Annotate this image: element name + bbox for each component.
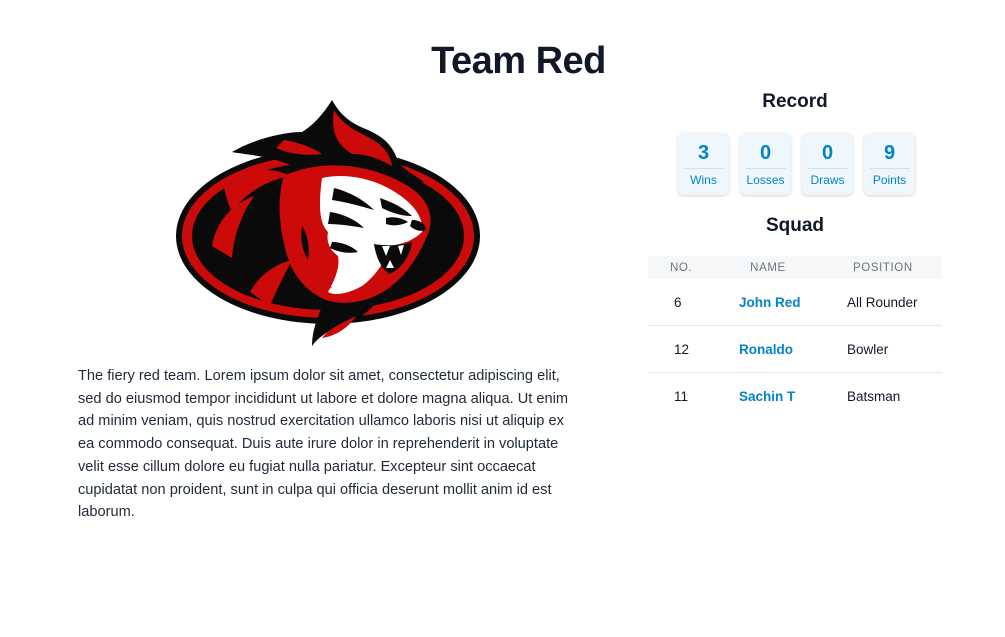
player-number: 6 xyxy=(648,279,718,326)
player-link[interactable]: Sachin T xyxy=(739,388,796,404)
stat-card-wins xyxy=(678,133,729,195)
team-sidebar xyxy=(648,88,942,419)
team-logo xyxy=(172,96,484,354)
player-position: Batsman xyxy=(847,388,901,404)
team-description: The fiery red team. Lorem ipsum dolor sit amet, consectetur adipiscing elit, sed do eiusmod tempor incididunt ut labore et dolore magna aliqua. Ut enim ad minim veniam, quis nostrud exercitation ullamco laboris nisi ut aliquip ex ea commodo consequat. Duis aute irure dolor in reprehenderit in voluptate velit esse cillum dolore eu fugiat nulla pariatur. Excepteur sint occaecat cupidatat non proident, sunt in culpa qui officia deserunt mollit anim id est laborum. xyxy=(78,368,568,521)
table-row xyxy=(648,373,942,420)
squad-table xyxy=(648,256,942,419)
record-stats xyxy=(651,133,942,195)
stat-card-points xyxy=(864,133,915,195)
stat-divider xyxy=(746,168,786,169)
player-number: 12 xyxy=(648,326,718,373)
column-header-name: NAME xyxy=(718,256,818,279)
column-header-position: POSITION xyxy=(818,256,942,279)
player-link[interactable]: Ronaldo xyxy=(739,341,793,357)
stat-value: 0 xyxy=(759,142,772,164)
stat-card-draws xyxy=(802,133,853,195)
squad-heading: Squad xyxy=(765,215,825,236)
player-number: 11 xyxy=(674,388,689,404)
stat-divider xyxy=(808,168,848,169)
page-title: Team Red xyxy=(431,40,606,82)
stat-label: Draws xyxy=(810,173,845,187)
stat-value: 3 xyxy=(697,142,710,164)
player-name-cell xyxy=(718,373,818,420)
stat-divider xyxy=(684,168,724,169)
player-name-cell xyxy=(718,326,818,373)
stat-value: 0 xyxy=(821,142,834,164)
player-name-cell xyxy=(718,279,818,326)
table-row xyxy=(648,326,942,373)
player-link[interactable]: John Red xyxy=(739,294,801,310)
table-header-row xyxy=(648,256,942,279)
stat-label: Losses xyxy=(746,173,785,187)
player-position: Bowler xyxy=(818,326,942,373)
stat-divider xyxy=(870,168,910,169)
record-heading: Record xyxy=(762,91,828,112)
stat-label: Points xyxy=(872,173,907,187)
stat-label: Wins xyxy=(690,173,717,187)
table-row xyxy=(648,279,942,326)
column-header-no: NO. xyxy=(648,256,718,279)
stat-value: 9 xyxy=(883,142,896,164)
tiger-logo-icon xyxy=(172,96,484,354)
player-position: All Rounder xyxy=(818,279,942,326)
stat-card-losses xyxy=(740,133,791,195)
